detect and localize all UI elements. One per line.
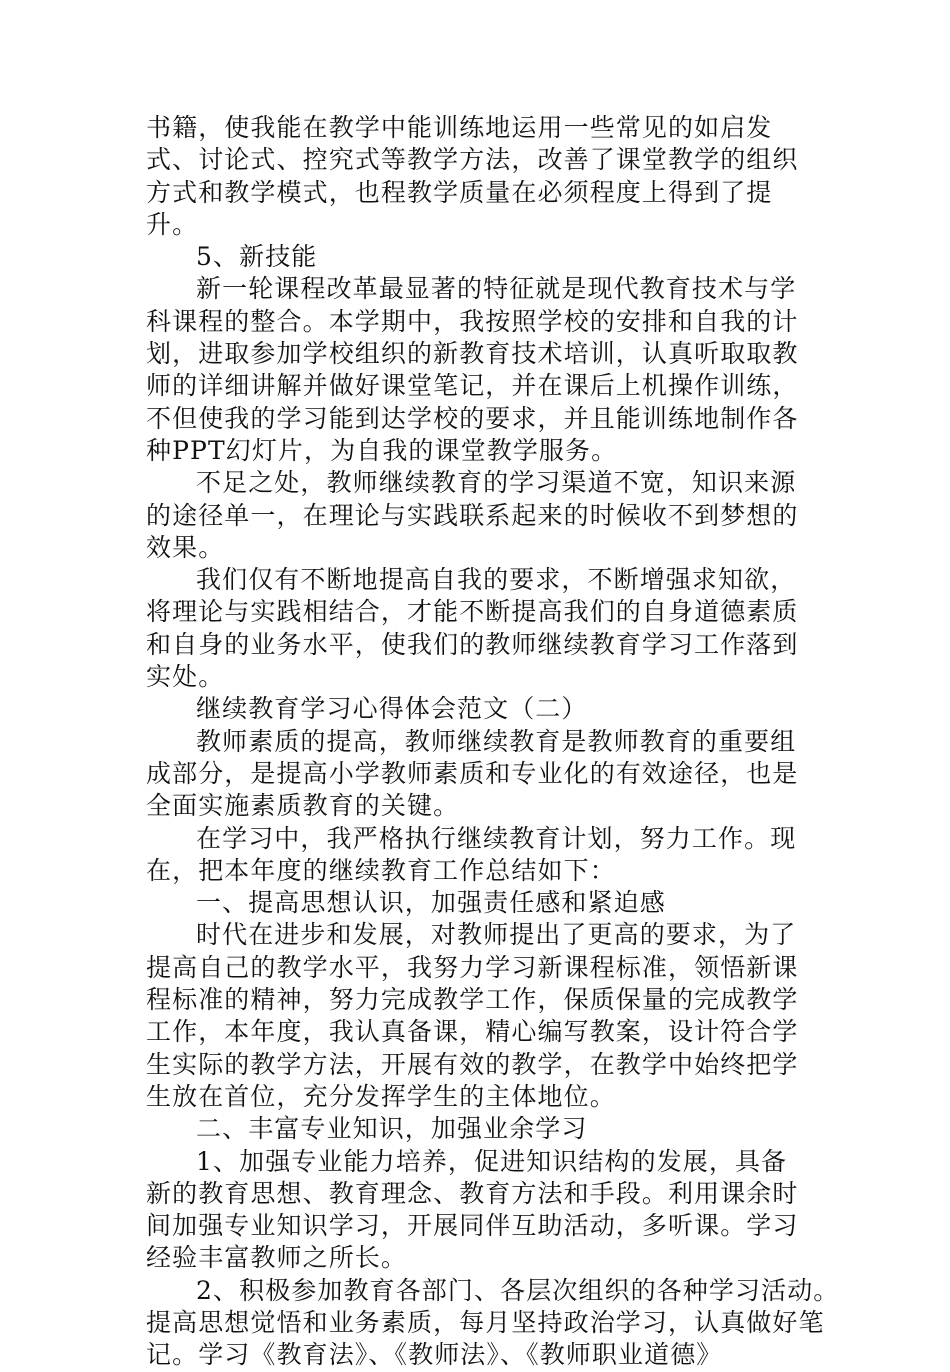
paragraph-curriculum-reform: 新一轮课程改革最显著的特征就是现代教育技术与学科课程的整合。本学期中，我按照学校的安排和自我的计划，进取参加学校组织的新教育技术培训，认真听取取教师的详细讲解并做好课堂笔记，并在课后上机操作训练，不但使我的学习能到达学校的要求，并且能训练地制作各种PPT幻灯片，为自我的课堂教学服务。 xyxy=(146,274,799,465)
heading-new-skills: 5、新技能 xyxy=(196,242,318,272)
paragraph-conclusion: 我们仅有不断地提高自我的要求，不断增强求知欲，将理论与实践相结合，才能不断提高我们的自身道德素质和自身的业务水平，使我们的教师继续教育学习工作落到实处。 xyxy=(146,565,799,692)
heading-thinking-awareness: 一、提高思想认识，加强责任感和紧迫感 xyxy=(196,888,666,918)
paragraph-books-teaching-methods: 书籍，使我能在教学中能训练地运用一些常见的如启发式、讨论式、控究式等教学方法，改善了课堂教学的组织方式和教学模式，也程教学质量在必须程度上得到了提升。 xyxy=(146,113,799,239)
paragraph-study-plan: 在学习中，我严格执行继续教育计划，努力工作。现在，把本年度的继续教育工作总结如下： xyxy=(146,823,797,885)
paragraph-teacher-quality: 教师素质的提高，教师继续教育是教师教育的重要组成部分，是提高小学教师素质和专业化的有效途径，也是全面实施素质教育的关键。 xyxy=(146,726,799,821)
paragraph-learning-activities: 2、积极参加教育各部门、各层次组织的各种学习活动。提高思想觉悟和业务素质，每月坚持政治学习，认真做好笔记。学习《教育法》、《教师法》、《教师职业道德》 xyxy=(146,1275,840,1370)
paragraph-era-progress: 时代在进步和发展，对教师提出了更高的要求，为了提高自己的教学水平，我努力学习新课程标准，领悟新课程标准的精神，努力完成教学工作，保质保量的完成教学工作，本年度，我认真备课，精心编写教案，设计符合学生实际的教学方法，开展有效的教学，在教学中始终把学生放在首位，充分发挥学生的主体地位。 xyxy=(146,920,799,1111)
paragraph-shortcomings: 不足之处，教师继续教育的学习渠道不宽，知识来源的途径单一，在理论与实践联系起来的时候收不到梦想的效果。 xyxy=(146,468,799,562)
section-title-sample-two: 继续教育学习心得体会范文（二） xyxy=(196,694,588,724)
document-body xyxy=(146,112,840,1372)
heading-professional-knowledge: 二、丰富专业知识，加强业余学习 xyxy=(196,1114,588,1144)
paragraph-professional-ability: 1、加强专业能力培养，促进知识结构的发展，具备新的教育思想、教育理念、教育方法和手段。利用课余时间加强专业知识学习，开展同伴互助活动，多听课。学习经验丰富教师之所长。 xyxy=(146,1146,799,1273)
